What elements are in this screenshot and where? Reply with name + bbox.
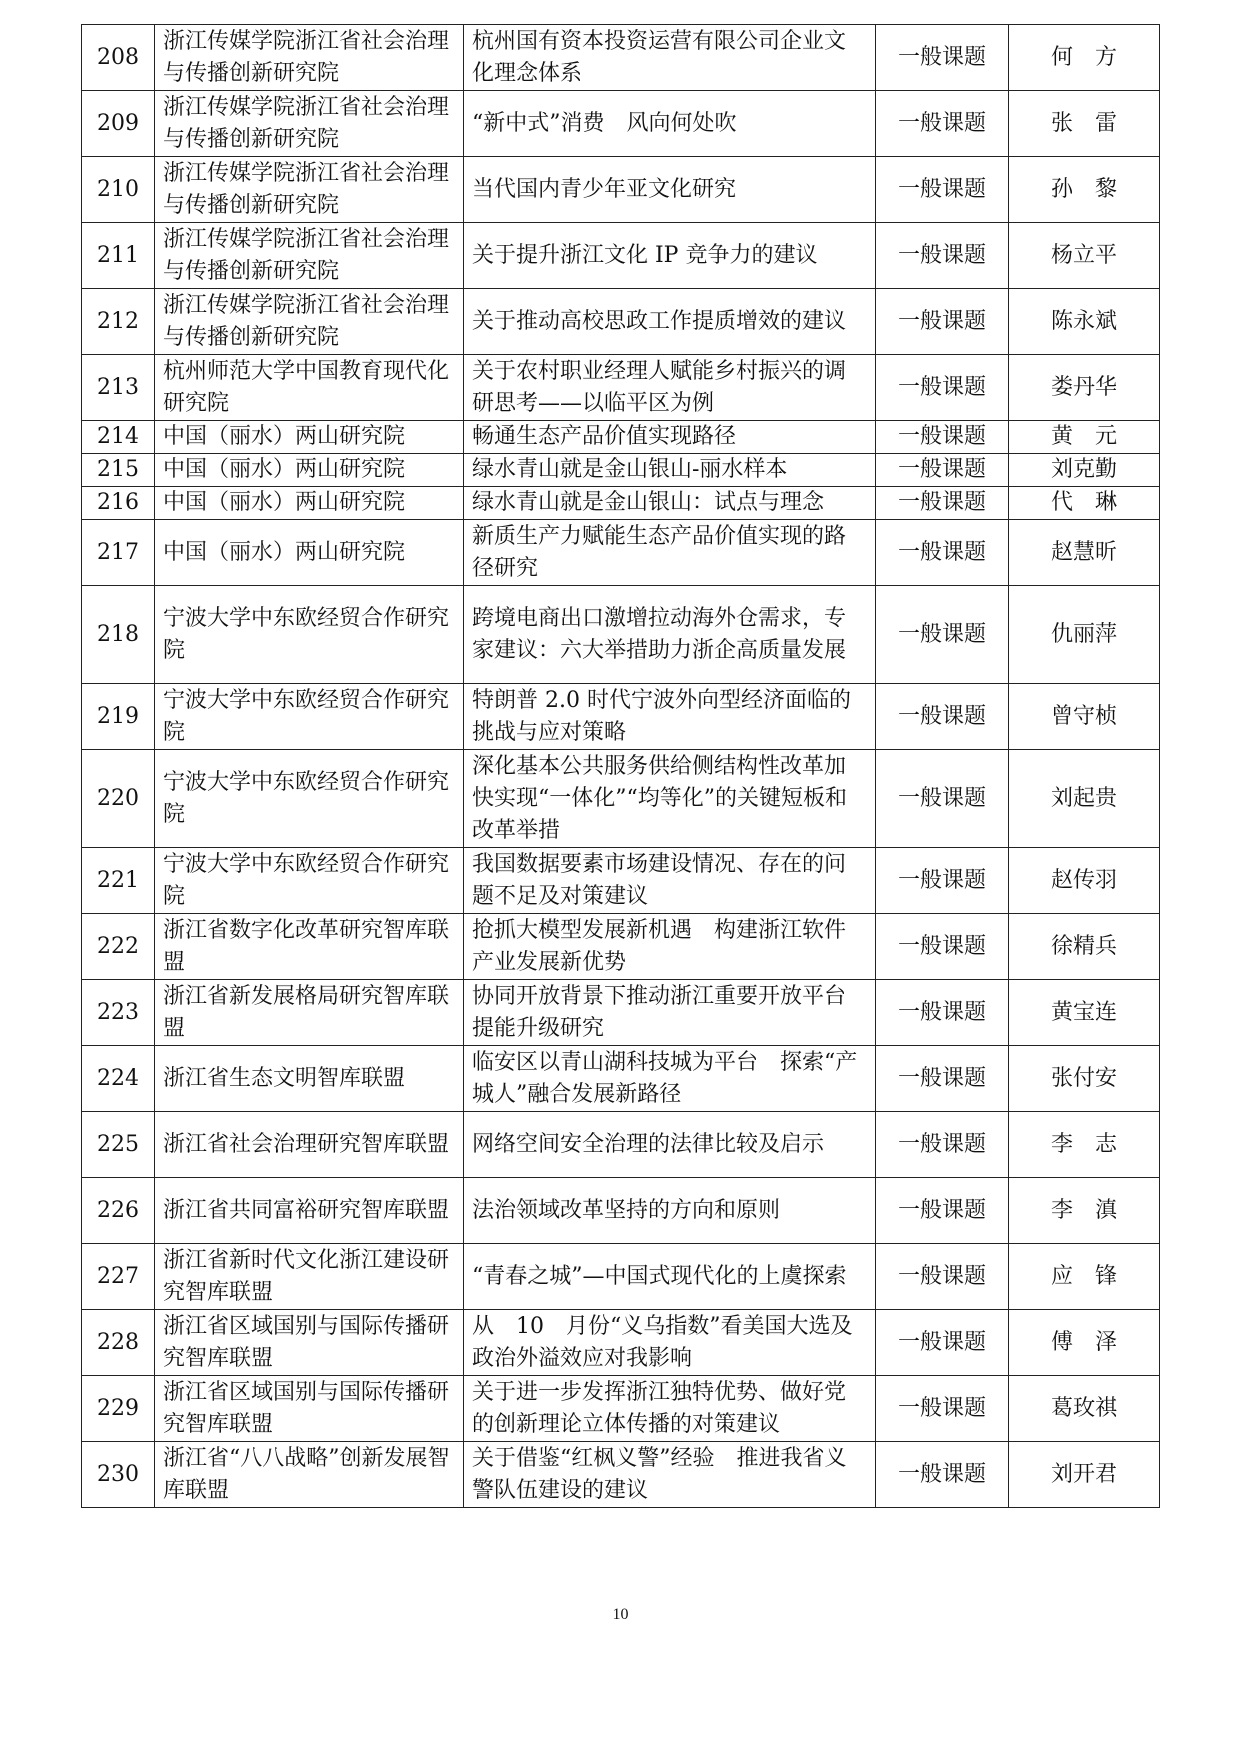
row-number: 218 xyxy=(82,586,155,684)
institution-cell: 浙江省新发展格局研究智库联盟 xyxy=(155,980,464,1046)
title-cell: 协同开放背景下推动浙江重要开放平台提能升级研究 xyxy=(464,980,876,1046)
person-cell: 刘起贵 xyxy=(1009,750,1160,848)
title-cell: 网络空间安全治理的法律比较及启示 xyxy=(464,1112,876,1178)
table-row xyxy=(82,289,1160,355)
type-cell: 一般课题 xyxy=(876,1310,1009,1376)
table-row xyxy=(82,980,1160,1046)
title-cell: 关于进一步发挥浙江独特优势、做好党的创新理论立体传播的对策建议 xyxy=(464,1376,876,1442)
person-cell: 孙 黎 xyxy=(1009,157,1160,223)
title-cell: 当代国内青少年亚文化研究 xyxy=(464,157,876,223)
table-row xyxy=(82,520,1160,586)
type-cell: 一般课题 xyxy=(876,1442,1009,1508)
row-number: 226 xyxy=(82,1178,155,1244)
type-cell: 一般课题 xyxy=(876,586,1009,684)
title-cell: 关于推动高校思政工作提质增效的建议 xyxy=(464,289,876,355)
type-cell: 一般课题 xyxy=(876,980,1009,1046)
type-cell: 一般课题 xyxy=(876,750,1009,848)
person-cell: 赵慧昕 xyxy=(1009,520,1160,586)
type-cell: 一般课题 xyxy=(876,1244,1009,1310)
title-cell: 抢抓大模型发展新机遇 构建浙江软件产业发展新优势 xyxy=(464,914,876,980)
person-cell: 代 琳 xyxy=(1009,487,1160,520)
row-number: 214 xyxy=(82,421,155,454)
person-cell: 杨立平 xyxy=(1009,223,1160,289)
table-row xyxy=(82,157,1160,223)
person-cell: 赵传羽 xyxy=(1009,848,1160,914)
person-cell: 张付安 xyxy=(1009,1046,1160,1112)
type-cell: 一般课题 xyxy=(876,684,1009,750)
row-number: 221 xyxy=(82,848,155,914)
title-cell: 杭州国有资本投资运营有限公司企业文化理念体系 xyxy=(464,25,876,91)
type-cell: 一般课题 xyxy=(876,355,1009,421)
institution-cell: 中国（丽水）两山研究院 xyxy=(155,454,464,487)
table-row xyxy=(82,25,1160,91)
type-cell: 一般课题 xyxy=(876,848,1009,914)
table-row xyxy=(82,1112,1160,1178)
type-cell: 一般课题 xyxy=(876,91,1009,157)
row-number: 217 xyxy=(82,520,155,586)
table-row xyxy=(82,1244,1160,1310)
institution-cell: 浙江省“八八战略”创新发展智库联盟 xyxy=(155,1442,464,1508)
institution-cell: 浙江省数字化改革研究智库联盟 xyxy=(155,914,464,980)
institution-cell: 浙江省社会治理研究智库联盟 xyxy=(155,1112,464,1178)
table-row xyxy=(82,1178,1160,1244)
row-number: 208 xyxy=(82,25,155,91)
institution-cell: 浙江传媒学院浙江省社会治理与传播创新研究院 xyxy=(155,223,464,289)
institution-cell: 浙江传媒学院浙江省社会治理与传播创新研究院 xyxy=(155,91,464,157)
title-cell: 法治领域改革坚持的方向和原则 xyxy=(464,1178,876,1244)
institution-cell: 宁波大学中东欧经贸合作研究院 xyxy=(155,848,464,914)
title-cell: 特朗普 2.0 时代宁波外向型经济面临的挑战与应对策略 xyxy=(464,684,876,750)
title-cell: 绿水青山就是金山银山-丽水样本 xyxy=(464,454,876,487)
person-cell: 刘开君 xyxy=(1009,1442,1160,1508)
table-row xyxy=(82,223,1160,289)
table-row xyxy=(82,1442,1160,1508)
table-row xyxy=(82,848,1160,914)
institution-cell: 宁波大学中东欧经贸合作研究院 xyxy=(155,586,464,684)
table-row xyxy=(82,914,1160,980)
title-cell: 畅通生态产品价值实现路径 xyxy=(464,421,876,454)
row-number: 225 xyxy=(82,1112,155,1178)
institution-cell: 中国（丽水）两山研究院 xyxy=(155,421,464,454)
table-body xyxy=(82,25,1160,1508)
row-number: 213 xyxy=(82,355,155,421)
type-cell: 一般课题 xyxy=(876,289,1009,355)
type-cell: 一般课题 xyxy=(876,223,1009,289)
type-cell: 一般课题 xyxy=(876,25,1009,91)
institution-cell: 浙江省新时代文化浙江建设研究智库联盟 xyxy=(155,1244,464,1310)
projects-table xyxy=(81,24,1160,1508)
row-number: 215 xyxy=(82,454,155,487)
page-number: 10 xyxy=(612,1606,629,1623)
person-cell: 何 方 xyxy=(1009,25,1160,91)
title-cell: 深化基本公共服务供给侧结构性改革加快实现“一体化”“均等化”的关键短板和改革举措 xyxy=(464,750,876,848)
title-cell: 绿水青山就是金山银山：试点与理念 xyxy=(464,487,876,520)
person-cell: 张 雷 xyxy=(1009,91,1160,157)
title-cell: 新质生产力赋能生态产品价值实现的路径研究 xyxy=(464,520,876,586)
row-number: 216 xyxy=(82,487,155,520)
table-row xyxy=(82,1376,1160,1442)
table-row xyxy=(82,91,1160,157)
person-cell: 娄丹华 xyxy=(1009,355,1160,421)
table-row xyxy=(82,684,1160,750)
type-cell: 一般课题 xyxy=(876,1046,1009,1112)
type-cell: 一般课题 xyxy=(876,1112,1009,1178)
title-cell: 从 10 月份“义乌指数”看美国大选及政治外溢效应对我影响 xyxy=(464,1310,876,1376)
row-number: 230 xyxy=(82,1442,155,1508)
row-number: 223 xyxy=(82,980,155,1046)
title-cell: 我国数据要素市场建设情况、存在的问题不足及对策建议 xyxy=(464,848,876,914)
row-number: 219 xyxy=(82,684,155,750)
table-row xyxy=(82,454,1160,487)
type-cell: 一般课题 xyxy=(876,1376,1009,1442)
table-row xyxy=(82,1310,1160,1376)
type-cell: 一般课题 xyxy=(876,914,1009,980)
person-cell: 徐精兵 xyxy=(1009,914,1160,980)
title-cell: 关于借鉴“红枫义警”经验 推进我省义警队伍建设的建议 xyxy=(464,1442,876,1508)
person-cell: 葛玫祺 xyxy=(1009,1376,1160,1442)
row-number: 209 xyxy=(82,91,155,157)
row-number: 228 xyxy=(82,1310,155,1376)
title-cell: 关于提升浙江文化 IP 竞争力的建议 xyxy=(464,223,876,289)
title-cell: 临安区以青山湖科技城为平台 探索“产城人”融合发展新路径 xyxy=(464,1046,876,1112)
person-cell: 陈永斌 xyxy=(1009,289,1160,355)
person-cell: 黄宝连 xyxy=(1009,980,1160,1046)
type-cell: 一般课题 xyxy=(876,520,1009,586)
type-cell: 一般课题 xyxy=(876,1178,1009,1244)
person-cell: 傅 泽 xyxy=(1009,1310,1160,1376)
row-number: 227 xyxy=(82,1244,155,1310)
institution-cell: 中国（丽水）两山研究院 xyxy=(155,520,464,586)
person-cell: 李 滇 xyxy=(1009,1178,1160,1244)
table-row xyxy=(82,355,1160,421)
type-cell: 一般课题 xyxy=(876,487,1009,520)
type-cell: 一般课题 xyxy=(876,157,1009,223)
institution-cell: 浙江省生态文明智库联盟 xyxy=(155,1046,464,1112)
row-number: 222 xyxy=(82,914,155,980)
table-row xyxy=(82,586,1160,684)
institution-cell: 杭州师范大学中国教育现代化研究院 xyxy=(155,355,464,421)
title-cell: “新中式”消费 风向何处吹 xyxy=(464,91,876,157)
table-row xyxy=(82,1046,1160,1112)
person-cell: 仇丽萍 xyxy=(1009,586,1160,684)
title-cell: 关于农村职业经理人赋能乡村振兴的调研思考——以临平区为例 xyxy=(464,355,876,421)
person-cell: 黄 元 xyxy=(1009,421,1160,454)
person-cell: 曾守桢 xyxy=(1009,684,1160,750)
institution-cell: 宁波大学中东欧经贸合作研究院 xyxy=(155,750,464,848)
institution-cell: 浙江省区域国别与国际传播研究智库联盟 xyxy=(155,1376,464,1442)
type-cell: 一般课题 xyxy=(876,454,1009,487)
row-number: 229 xyxy=(82,1376,155,1442)
institution-cell: 浙江省共同富裕研究智库联盟 xyxy=(155,1178,464,1244)
title-cell: “青春之城”—中国式现代化的上虞探索 xyxy=(464,1244,876,1310)
row-number: 224 xyxy=(82,1046,155,1112)
table-row xyxy=(82,487,1160,520)
institution-cell: 浙江传媒学院浙江省社会治理与传播创新研究院 xyxy=(155,25,464,91)
institution-cell: 浙江省区域国别与国际传播研究智库联盟 xyxy=(155,1310,464,1376)
row-number: 210 xyxy=(82,157,155,223)
table-row xyxy=(82,421,1160,454)
title-cell: 跨境电商出口激增拉动海外仓需求，专家建议：六大举措助力浙企高质量发展 xyxy=(464,586,876,684)
institution-cell: 中国（丽水）两山研究院 xyxy=(155,487,464,520)
row-number: 220 xyxy=(82,750,155,848)
institution-cell: 宁波大学中东欧经贸合作研究院 xyxy=(155,684,464,750)
table-row xyxy=(82,750,1160,848)
institution-cell: 浙江传媒学院浙江省社会治理与传播创新研究院 xyxy=(155,157,464,223)
person-cell: 李 志 xyxy=(1009,1112,1160,1178)
person-cell: 应 锋 xyxy=(1009,1244,1160,1310)
type-cell: 一般课题 xyxy=(876,421,1009,454)
row-number: 212 xyxy=(82,289,155,355)
row-number: 211 xyxy=(82,223,155,289)
person-cell: 刘克勤 xyxy=(1009,454,1160,487)
institution-cell: 浙江传媒学院浙江省社会治理与传播创新研究院 xyxy=(155,289,464,355)
